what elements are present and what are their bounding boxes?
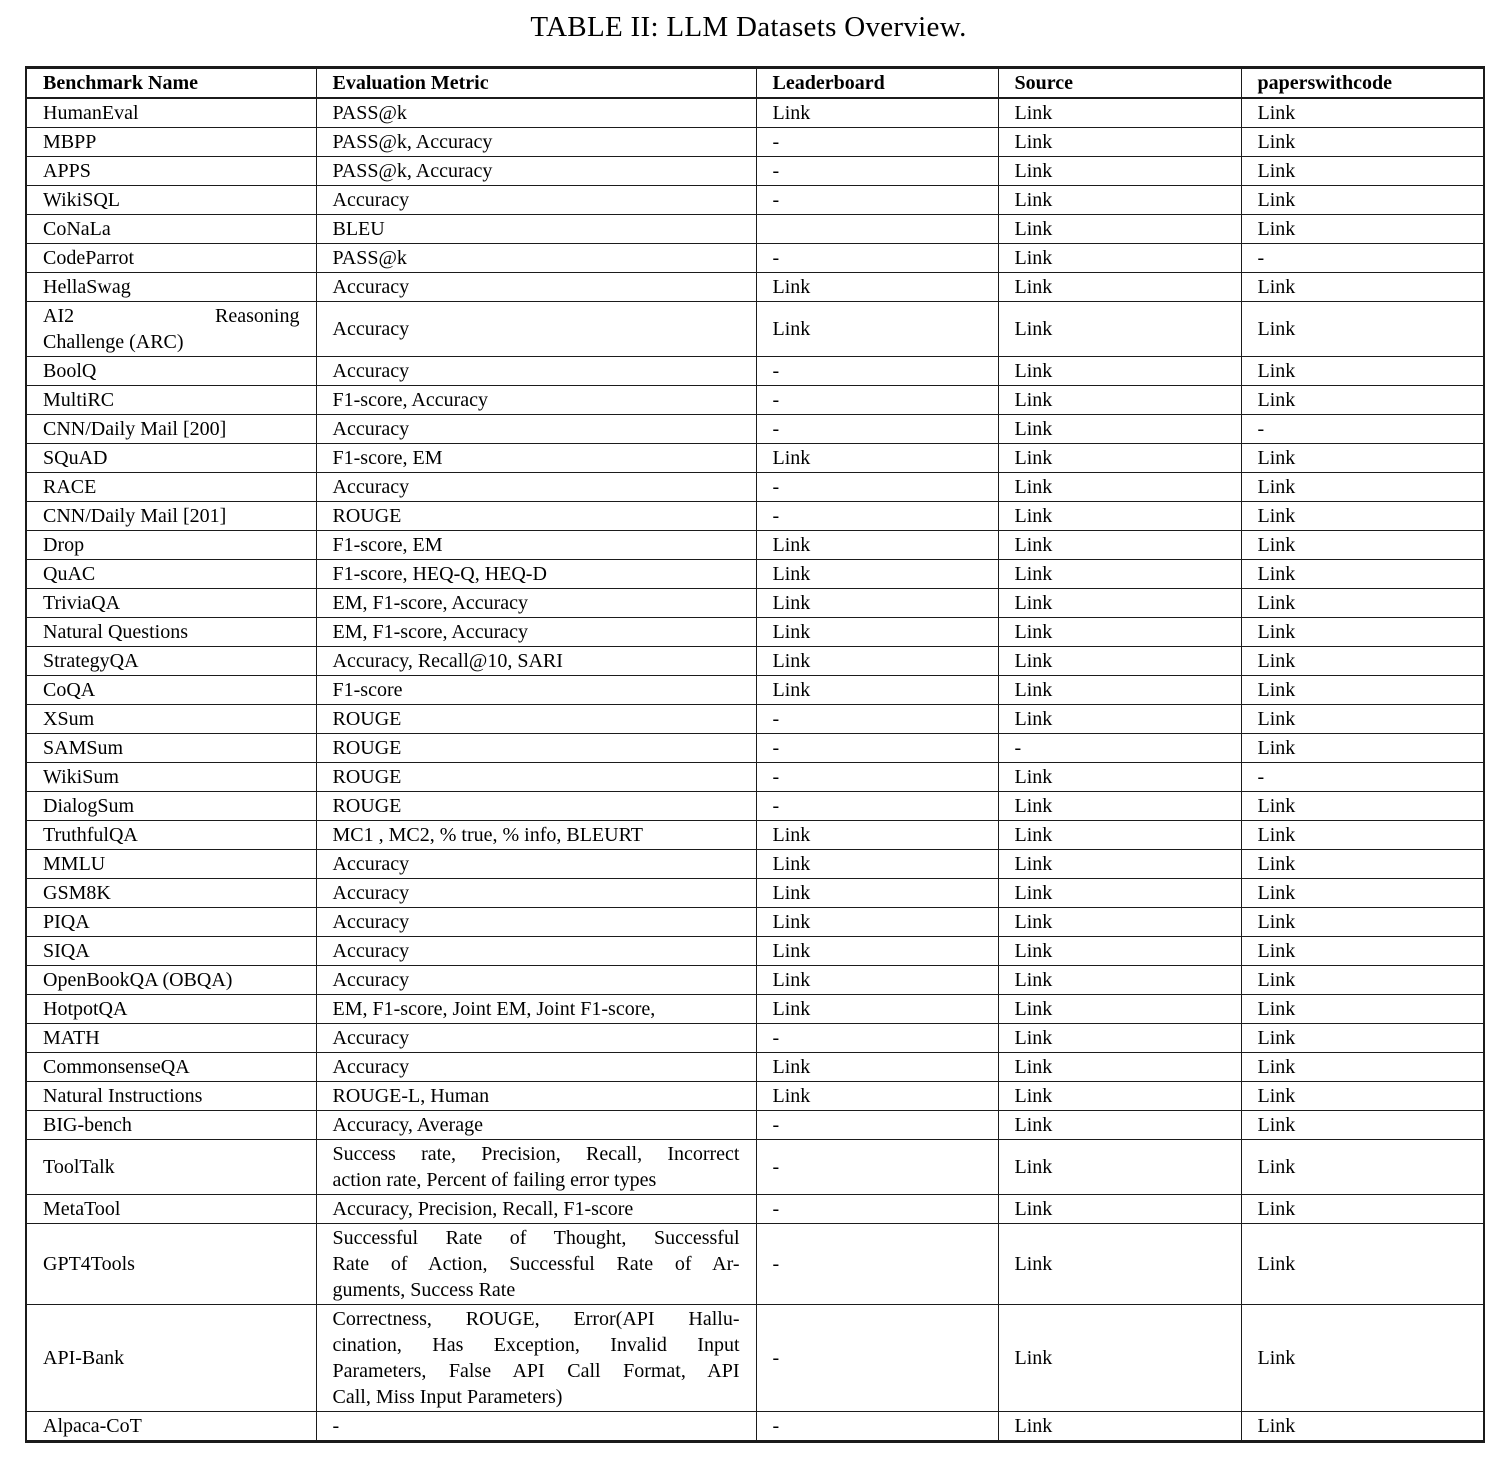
table-row bbox=[26, 1195, 1484, 1224]
paperswithcode-link[interactable]: Link bbox=[1241, 908, 1484, 937]
benchmark-name-cell: MetaTool bbox=[26, 1195, 316, 1224]
paperswithcode-link[interactable]: Link bbox=[1241, 879, 1484, 908]
paperswithcode-link[interactable]: Link bbox=[1241, 1195, 1484, 1224]
leaderboard-cell: - bbox=[756, 705, 998, 734]
benchmark-name-cell: PIQA bbox=[26, 908, 316, 937]
paperswithcode-link[interactable]: Link bbox=[1241, 98, 1484, 128]
leaderboard-link[interactable]: Link bbox=[756, 560, 998, 589]
benchmark-name-cell: CNN/Daily Mail [200] bbox=[26, 415, 316, 444]
page-title: TABLE II: LLM Datasets Overview. bbox=[530, 11, 967, 43]
evaluation-metric-cell bbox=[316, 1305, 756, 1412]
source-link[interactable]: Link bbox=[998, 676, 1241, 705]
leaderboard-link[interactable]: Link bbox=[756, 879, 998, 908]
evaluation-metric-cell: - bbox=[316, 1412, 756, 1442]
evaluation-metric-cell: Accuracy bbox=[316, 415, 756, 444]
leaderboard-link[interactable]: Link bbox=[756, 589, 998, 618]
evaluation-metric-cell: Accuracy bbox=[316, 302, 756, 357]
benchmark-name-cell: Natural Questions bbox=[26, 618, 316, 647]
benchmark-name-cell: TriviaQA bbox=[26, 589, 316, 618]
benchmark-name-cell: QuAC bbox=[26, 560, 316, 589]
evaluation-metric-cell bbox=[316, 1224, 756, 1305]
table-row bbox=[26, 215, 1484, 244]
leaderboard-link[interactable]: Link bbox=[756, 618, 998, 647]
evaluation-metric-cell: ROUGE bbox=[316, 763, 756, 792]
cell-text-line: Success rate, Precision, Recall, Incorrect bbox=[332, 1143, 740, 1165]
leaderboard-link[interactable]: Link bbox=[756, 1082, 998, 1111]
table-row bbox=[26, 244, 1484, 273]
evaluation-metric-cell: PASS@k, Accuracy bbox=[316, 157, 756, 186]
evaluation-metric-cell: PASS@k bbox=[316, 98, 756, 128]
source-link[interactable]: Link bbox=[998, 1305, 1241, 1412]
paperswithcode-link[interactable]: Link bbox=[1241, 647, 1484, 676]
table-row bbox=[26, 647, 1484, 676]
benchmark-name-cell: CodeParrot bbox=[26, 244, 316, 273]
evaluation-metric-cell: Accuracy, Average bbox=[316, 1111, 756, 1140]
table-row bbox=[26, 1412, 1484, 1442]
benchmark-name-cell: WikiSQL bbox=[26, 186, 316, 215]
cell-text-line: Correctness, ROUGE, Error(API Hallu- bbox=[332, 1308, 740, 1330]
table-row bbox=[26, 937, 1484, 966]
benchmark-name-cell: DialogSum bbox=[26, 792, 316, 821]
paperswithcode-link[interactable]: Link bbox=[1241, 386, 1484, 415]
table-row bbox=[26, 792, 1484, 821]
leaderboard-cell: - bbox=[756, 415, 998, 444]
benchmark-name-cell: GPT4Tools bbox=[26, 1224, 316, 1305]
evaluation-metric-cell: PASS@k bbox=[316, 244, 756, 273]
leaderboard-link[interactable]: Link bbox=[756, 1053, 998, 1082]
leaderboard-link[interactable]: Link bbox=[756, 850, 998, 879]
table-row bbox=[26, 1140, 1484, 1195]
source-link[interactable]: Link bbox=[998, 215, 1241, 244]
benchmark-name-cell bbox=[26, 302, 316, 357]
benchmark-name-cell: CNN/Daily Mail [201] bbox=[26, 502, 316, 531]
leaderboard-link[interactable]: Link bbox=[756, 821, 998, 850]
table-row bbox=[26, 1082, 1484, 1111]
leaderboard-link[interactable]: Link bbox=[756, 302, 998, 357]
benchmark-name-cell: APPS bbox=[26, 157, 316, 186]
paperswithcode-link[interactable]: Link bbox=[1241, 560, 1484, 589]
source-link[interactable]: Link bbox=[998, 1111, 1241, 1140]
leaderboard-cell bbox=[756, 215, 998, 244]
leaderboard-cell: - bbox=[756, 186, 998, 215]
paperswithcode-link[interactable]: Link bbox=[1241, 589, 1484, 618]
evaluation-metric-cell: Accuracy bbox=[316, 966, 756, 995]
benchmark-name-cell: Alpaca-CoT bbox=[26, 1412, 316, 1442]
evaluation-metric-cell: MC1 , MC2, % true, % info, BLEURT bbox=[316, 821, 756, 850]
leaderboard-cell: - bbox=[756, 157, 998, 186]
benchmark-name-cell: CommonsenseQA bbox=[26, 1053, 316, 1082]
source-link[interactable]: Link bbox=[998, 1224, 1241, 1305]
benchmark-name-cell: StrategyQA bbox=[26, 647, 316, 676]
paperswithcode-link[interactable]: Link bbox=[1241, 1053, 1484, 1082]
leaderboard-cell: - bbox=[756, 1305, 998, 1412]
source-link[interactable]: Link bbox=[998, 98, 1241, 128]
table-body bbox=[26, 98, 1484, 1442]
header-row bbox=[26, 68, 1484, 99]
leaderboard-cell: - bbox=[756, 1195, 998, 1224]
paperswithcode-link[interactable]: Link bbox=[1241, 531, 1484, 560]
source-link[interactable]: Link bbox=[998, 705, 1241, 734]
evaluation-metric-cell: Accuracy bbox=[316, 850, 756, 879]
benchmark-name-cell: HotpotQA bbox=[26, 995, 316, 1024]
evaluation-metric-cell: Accuracy bbox=[316, 937, 756, 966]
benchmark-name-cell: XSum bbox=[26, 705, 316, 734]
table-row bbox=[26, 444, 1484, 473]
source-link[interactable]: Link bbox=[998, 186, 1241, 215]
benchmark-name-cell: MATH bbox=[26, 1024, 316, 1053]
table-row bbox=[26, 589, 1484, 618]
evaluation-metric-cell bbox=[316, 1140, 756, 1195]
evaluation-metric-cell: F1-score bbox=[316, 676, 756, 705]
evaluation-metric-cell: EM, F1-score, Accuracy bbox=[316, 618, 756, 647]
paperswithcode-link[interactable]: Link bbox=[1241, 357, 1484, 386]
leaderboard-cell: - bbox=[756, 357, 998, 386]
leaderboard-cell: - bbox=[756, 128, 998, 157]
paperswithcode-link[interactable]: Link bbox=[1241, 937, 1484, 966]
evaluation-metric-cell: EM, F1-score, Accuracy bbox=[316, 589, 756, 618]
evaluation-metric-cell: BLEU bbox=[316, 215, 756, 244]
source-cell: - bbox=[998, 734, 1241, 763]
table-row bbox=[26, 850, 1484, 879]
source-link[interactable]: Link bbox=[998, 531, 1241, 560]
evaluation-metric-cell: ROUGE bbox=[316, 502, 756, 531]
benchmark-name-cell: WikiSum bbox=[26, 763, 316, 792]
paperswithcode-link[interactable]: Link bbox=[1241, 502, 1484, 531]
benchmark-name-cell: Drop bbox=[26, 531, 316, 560]
cell-text-line: guments, Success Rate bbox=[332, 1279, 516, 1301]
source-link[interactable]: Link bbox=[998, 908, 1241, 937]
table-row bbox=[26, 415, 1484, 444]
paperswithcode-link[interactable]: Link bbox=[1241, 128, 1484, 157]
evaluation-metric-cell: ROUGE-L, Human bbox=[316, 1082, 756, 1111]
table-row bbox=[26, 560, 1484, 589]
benchmark-name-cell: RACE bbox=[26, 473, 316, 502]
source-link[interactable]: Link bbox=[998, 879, 1241, 908]
source-link[interactable]: Link bbox=[998, 244, 1241, 273]
evaluation-metric-cell: Accuracy bbox=[316, 1024, 756, 1053]
source-link[interactable]: Link bbox=[998, 1082, 1241, 1111]
leaderboard-cell: - bbox=[756, 1111, 998, 1140]
benchmark-name-cell: BIG-bench bbox=[26, 1111, 316, 1140]
leaderboard-cell: - bbox=[756, 502, 998, 531]
leaderboard-cell: - bbox=[756, 244, 998, 273]
paperswithcode-link[interactable]: Link bbox=[1241, 186, 1484, 215]
benchmark-name-cell: ToolTalk bbox=[26, 1140, 316, 1195]
paperswithcode-link[interactable]: Link bbox=[1241, 676, 1484, 705]
evaluation-metric-cell: F1-score, EM bbox=[316, 531, 756, 560]
column-header-metric: Evaluation Metric bbox=[316, 68, 756, 99]
table-row bbox=[26, 618, 1484, 647]
source-link[interactable]: Link bbox=[998, 850, 1241, 879]
table-row bbox=[26, 763, 1484, 792]
paperswithcode-cell: - bbox=[1241, 244, 1484, 273]
column-header-leaderboard: Leaderboard bbox=[756, 68, 998, 99]
table-row bbox=[26, 473, 1484, 502]
evaluation-metric-cell: Accuracy bbox=[316, 357, 756, 386]
table-row bbox=[26, 821, 1484, 850]
source-link[interactable]: Link bbox=[998, 1140, 1241, 1195]
evaluation-metric-cell: Accuracy, Recall@10, SARI bbox=[316, 647, 756, 676]
paperswithcode-link[interactable]: Link bbox=[1241, 734, 1484, 763]
cell-text-line: cination, Has Exception, Invalid Input bbox=[332, 1334, 740, 1356]
column-header-source: Source bbox=[998, 68, 1241, 99]
cell-text-line: AI2 Reasoning bbox=[43, 305, 300, 327]
leaderboard-cell: - bbox=[756, 1224, 998, 1305]
source-link[interactable]: Link bbox=[998, 589, 1241, 618]
benchmark-name-cell: BoolQ bbox=[26, 357, 316, 386]
evaluation-metric-cell: Accuracy bbox=[316, 273, 756, 302]
source-link[interactable]: Link bbox=[998, 937, 1241, 966]
paperswithcode-link[interactable]: Link bbox=[1241, 850, 1484, 879]
evaluation-metric-cell: F1-score, HEQ-Q, HEQ-D bbox=[316, 560, 756, 589]
cell-text-line: Challenge (ARC) bbox=[43, 331, 184, 353]
table-row bbox=[26, 357, 1484, 386]
evaluation-metric-cell: F1-score, EM bbox=[316, 444, 756, 473]
paperswithcode-cell: - bbox=[1241, 763, 1484, 792]
evaluation-metric-cell: Accuracy bbox=[316, 1053, 756, 1082]
leaderboard-cell: - bbox=[756, 473, 998, 502]
paperswithcode-link[interactable]: Link bbox=[1241, 1412, 1484, 1442]
benchmark-name-cell: SIQA bbox=[26, 937, 316, 966]
evaluation-metric-cell: F1-score, Accuracy bbox=[316, 386, 756, 415]
evaluation-metric-cell: Accuracy bbox=[316, 908, 756, 937]
paperswithcode-link[interactable]: Link bbox=[1241, 444, 1484, 473]
source-link[interactable]: Link bbox=[998, 792, 1241, 821]
evaluation-metric-cell: PASS@k, Accuracy bbox=[316, 128, 756, 157]
cell-text-line: Successful Rate of Thought, Successful bbox=[332, 1227, 740, 1249]
source-link[interactable]: Link bbox=[998, 502, 1241, 531]
source-link[interactable]: Link bbox=[998, 763, 1241, 792]
source-link[interactable]: Link bbox=[998, 995, 1241, 1024]
benchmark-name-cell: HumanEval bbox=[26, 98, 316, 128]
paperswithcode-link[interactable]: Link bbox=[1241, 966, 1484, 995]
table-row bbox=[26, 705, 1484, 734]
table-row bbox=[26, 734, 1484, 763]
benchmark-name-cell: SQuAD bbox=[26, 444, 316, 473]
source-link[interactable]: Link bbox=[998, 415, 1241, 444]
evaluation-metric-cell: Accuracy bbox=[316, 186, 756, 215]
source-link[interactable]: Link bbox=[998, 560, 1241, 589]
column-header-paperswithcode: paperswithcode bbox=[1241, 68, 1484, 99]
benchmark-name-cell: OpenBookQA (OBQA) bbox=[26, 966, 316, 995]
leaderboard-link[interactable]: Link bbox=[756, 995, 998, 1024]
cell-text-line: Parameters, False API Call Format, API bbox=[332, 1360, 740, 1382]
leaderboard-cell: - bbox=[756, 386, 998, 415]
paperswithcode-link[interactable]: Link bbox=[1241, 1082, 1484, 1111]
table-row bbox=[26, 186, 1484, 215]
table-row bbox=[26, 1224, 1484, 1305]
leaderboard-cell: - bbox=[756, 734, 998, 763]
paperswithcode-link[interactable]: Link bbox=[1241, 1111, 1484, 1140]
paperswithcode-link[interactable]: Link bbox=[1241, 1024, 1484, 1053]
table-row bbox=[26, 386, 1484, 415]
table-row bbox=[26, 1053, 1484, 1082]
source-link[interactable]: Link bbox=[998, 1412, 1241, 1442]
table-row bbox=[26, 502, 1484, 531]
leaderboard-link[interactable]: Link bbox=[756, 966, 998, 995]
source-link[interactable]: Link bbox=[998, 157, 1241, 186]
paperswithcode-cell: - bbox=[1241, 415, 1484, 444]
table-row bbox=[26, 676, 1484, 705]
source-link[interactable]: Link bbox=[998, 1053, 1241, 1082]
table-row bbox=[26, 128, 1484, 157]
table-row bbox=[26, 157, 1484, 186]
leaderboard-link[interactable]: Link bbox=[756, 531, 998, 560]
source-link[interactable]: Link bbox=[998, 966, 1241, 995]
paperswithcode-link[interactable]: Link bbox=[1241, 995, 1484, 1024]
leaderboard-link[interactable]: Link bbox=[756, 647, 998, 676]
source-link[interactable]: Link bbox=[998, 1195, 1241, 1224]
leaderboard-cell: - bbox=[756, 1024, 998, 1053]
source-link[interactable]: Link bbox=[998, 273, 1241, 302]
table-row bbox=[26, 1305, 1484, 1412]
benchmark-name-cell: SAMSum bbox=[26, 734, 316, 763]
source-link[interactable]: Link bbox=[998, 647, 1241, 676]
paperswithcode-link[interactable]: Link bbox=[1241, 473, 1484, 502]
leaderboard-cell: - bbox=[756, 1412, 998, 1442]
source-link[interactable]: Link bbox=[998, 618, 1241, 647]
leaderboard-link[interactable]: Link bbox=[756, 98, 998, 128]
table-row bbox=[26, 908, 1484, 937]
benchmark-name-cell: CoQA bbox=[26, 676, 316, 705]
benchmark-name-cell: GSM8K bbox=[26, 879, 316, 908]
table-row bbox=[26, 302, 1484, 357]
table-row bbox=[26, 273, 1484, 302]
table-row bbox=[26, 966, 1484, 995]
source-link[interactable]: Link bbox=[998, 386, 1241, 415]
paperswithcode-link[interactable]: Link bbox=[1241, 215, 1484, 244]
table-row bbox=[26, 995, 1484, 1024]
leaderboard-link[interactable]: Link bbox=[756, 937, 998, 966]
benchmark-name-cell: MultiRC bbox=[26, 386, 316, 415]
evaluation-metric-cell: ROUGE bbox=[316, 792, 756, 821]
paperswithcode-link[interactable]: Link bbox=[1241, 1305, 1484, 1412]
source-link[interactable]: Link bbox=[998, 444, 1241, 473]
benchmark-name-cell: Natural Instructions bbox=[26, 1082, 316, 1111]
source-link[interactable]: Link bbox=[998, 128, 1241, 157]
source-link[interactable]: Link bbox=[998, 1024, 1241, 1053]
source-link[interactable]: Link bbox=[998, 302, 1241, 357]
benchmark-name-cell: MMLU bbox=[26, 850, 316, 879]
evaluation-metric-cell: Accuracy bbox=[316, 879, 756, 908]
paperswithcode-link[interactable]: Link bbox=[1241, 618, 1484, 647]
table-row bbox=[26, 1024, 1484, 1053]
leaderboard-cell: - bbox=[756, 1140, 998, 1195]
evaluation-metric-cell: Accuracy, Precision, Recall, F1-score bbox=[316, 1195, 756, 1224]
paperswithcode-link[interactable]: Link bbox=[1241, 302, 1484, 357]
table-row bbox=[26, 879, 1484, 908]
evaluation-metric-cell: EM, F1-score, Joint EM, Joint F1-score, bbox=[316, 995, 756, 1024]
paperswithcode-link[interactable]: Link bbox=[1241, 821, 1484, 850]
source-link[interactable]: Link bbox=[998, 473, 1241, 502]
paperswithcode-link[interactable]: Link bbox=[1241, 1140, 1484, 1195]
evaluation-metric-cell: ROUGE bbox=[316, 734, 756, 763]
source-link[interactable]: Link bbox=[998, 821, 1241, 850]
cell-text-line: action rate, Percent of failing error types bbox=[332, 1169, 657, 1191]
benchmark-name-cell: HellaSwag bbox=[26, 273, 316, 302]
evaluation-metric-cell: ROUGE bbox=[316, 705, 756, 734]
paperswithcode-link[interactable]: Link bbox=[1241, 1224, 1484, 1305]
table-row bbox=[26, 1111, 1484, 1140]
paperswithcode-link[interactable]: Link bbox=[1241, 273, 1484, 302]
leaderboard-link[interactable]: Link bbox=[756, 444, 998, 473]
benchmark-name-cell: API-Bank bbox=[26, 1305, 316, 1412]
evaluation-metric-cell: Accuracy bbox=[316, 473, 756, 502]
benchmark-name-cell: CoNaLa bbox=[26, 215, 316, 244]
paperswithcode-link[interactable]: Link bbox=[1241, 792, 1484, 821]
cell-text-line: Rate of Action, Successful Rate of Ar- bbox=[332, 1253, 740, 1275]
leaderboard-link[interactable]: Link bbox=[756, 273, 998, 302]
cell-text-line: Call, Miss Input Parameters) bbox=[332, 1386, 563, 1408]
column-header-name: Benchmark Name bbox=[26, 68, 316, 99]
leaderboard-link[interactable]: Link bbox=[756, 676, 998, 705]
paperswithcode-link[interactable]: Link bbox=[1241, 157, 1484, 186]
paperswithcode-link[interactable]: Link bbox=[1241, 705, 1484, 734]
source-link[interactable]: Link bbox=[998, 357, 1241, 386]
leaderboard-cell: - bbox=[756, 792, 998, 821]
leaderboard-cell: - bbox=[756, 763, 998, 792]
benchmark-name-cell: TruthfulQA bbox=[26, 821, 316, 850]
llm-datasets-table bbox=[25, 66, 1485, 1443]
leaderboard-link[interactable]: Link bbox=[756, 908, 998, 937]
table-row bbox=[26, 98, 1484, 128]
benchmark-name-cell: MBPP bbox=[26, 128, 316, 157]
table-row bbox=[26, 531, 1484, 560]
